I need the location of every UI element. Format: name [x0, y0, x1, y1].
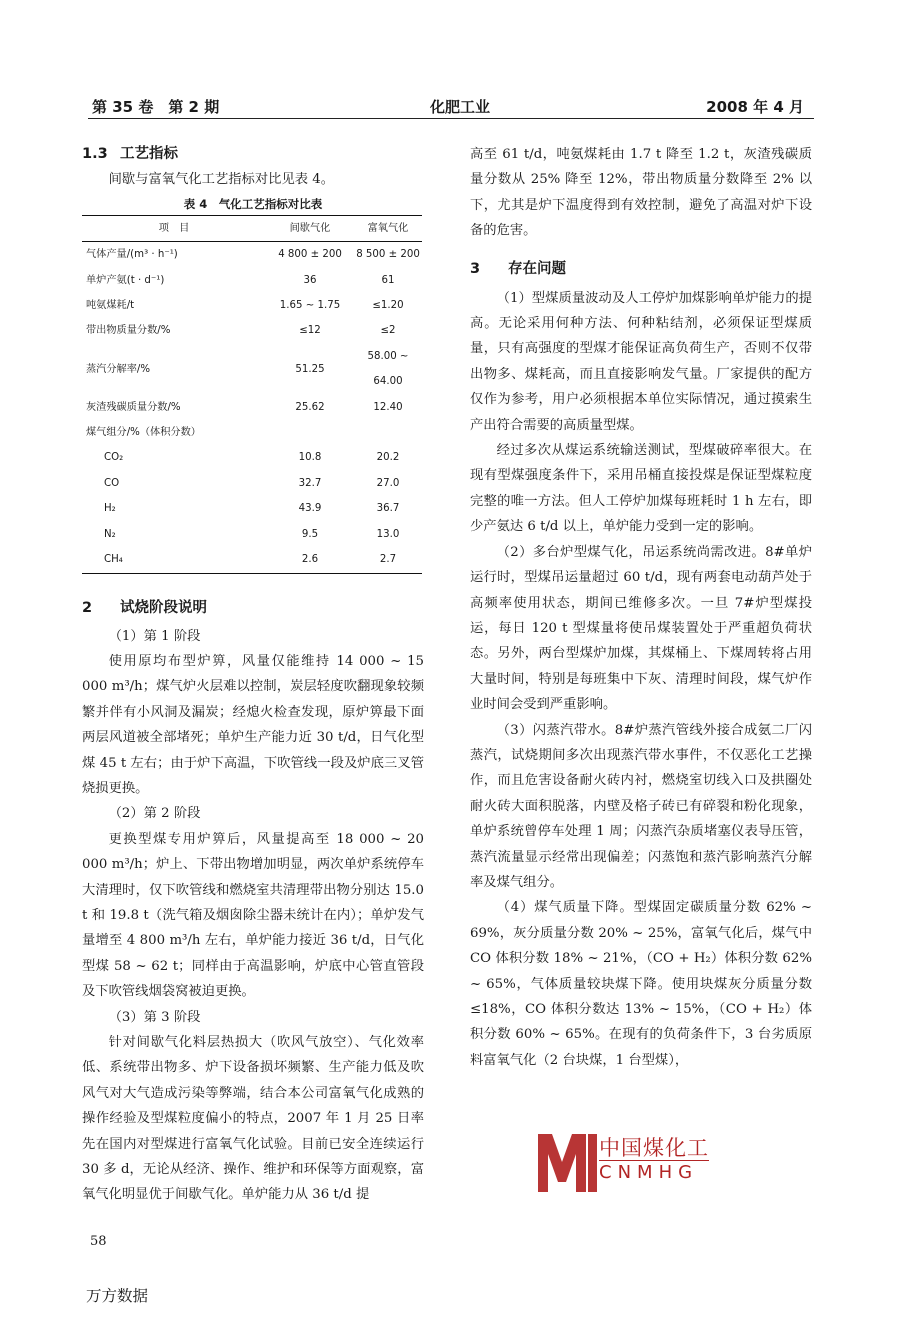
stage-1-title: （1）第 1 阶段	[108, 628, 201, 644]
stage-2-body: 更换型煤专用炉箅后，风量提高至 18 000 ~ 20 000 m³/h；炉上、下带出物增加明显，两次单炉系统停车大清理时，仅下吹管线和燃烧室共清理带出物分别达 15.0 t 和 19.8 t（洗气箱及烟囱除尘器未统计在内）；单炉发气量增至 4 800 m³/h 左右，单炉能力接近 36 t/d，日气化型煤 58 ~ 62 t；同样由于高温影响，炉底中心管直管段及下吹管线烟袋窝被迫更换。	[82, 831, 424, 1000]
problem-4: （4）煤气质量下降。型煤固定碳质量分数 62% ~ 69%，灰分质量分数 20% ~ 25%，富氧气化后，煤气中 CO 体积分数 18% ~ 21%，（CO + H₂）体积分数 62% ~ 65%，气体质量较块煤下降。使用块煤灰分质量分数 ≤18%，CO 体积分数达 13% ~ 15%，（CO + H₂）体积分数 60% ~ 65%。在现有的负荷条件下，3 台劣质原料富氧气化（2 台块煤，1 台型煤），	[470, 900, 812, 1068]
problem-2: （2）多台炉型煤气化，吊运系统尚需改进。8#单炉运行时，型煤吊运量超过 60 t/d，现有两套电动葫芦处于高频率使用状态，期间已维修多次。一旦 7#炉型煤投运，每日 120 t 型煤量将使吊煤装置处于严重超负荷状态。另外，两台型煤炉加煤，其煤桶上、下煤周转将占用大量时间，特别是每班集中下灰、清理时间段，煤气炉作业时间会受到严重影响。	[470, 544, 812, 713]
right-column	[470, 142, 812, 1073]
problem-3: （3）闪蒸汽带水。8#炉蒸汽管线外接合成氨二厂闪蒸汽，试烧期间多次出现蒸汽带水事件，不仅恶化工艺操作，而且危害设备耐火砖内衬，燃烧室切线入口及拱圈处耐火砖大面积脱落，内壁及格子砖已有碎裂和粉化现象，单炉系统曾停车处理 1 周；闪蒸汽杂质堵塞仪表导压管，蒸汽流量显示经常出现偏差；闪蒸饱和蒸汽影响蒸汽分解率及煤气组分。	[470, 722, 812, 890]
table-row: 带出物质量分数/% ≤12 ≤2	[86, 325, 396, 337]
table-row: 蒸汽分解率/% 51.25 58.00 ~ 64.00	[86, 350, 409, 388]
stage-3-body: 针对间歇气化料层热损大（吹风气放空）、气化效率低、系统带出物多、炉下设备损坏频繁、生产能力低及吹风气对大气造成污染等弊端，结合本公司富氧气化成熟的操作经验及型煤粒度偏小的特点，2007 年 1 月 25 日率先在国内对型煤进行富氧气化试验。目前已安全连续运行 30 多 d，无论从经济、操作、维护和环保等方面观察，富氧气化明显优于间歇气化。单炉能力从 36 t/d 提	[82, 1035, 424, 1203]
watermark-en: CNMHG	[599, 1162, 699, 1183]
table-header-oxygen: 富氧气化	[354, 215, 422, 241]
header-journal: 化肥工业	[430, 98, 491, 116]
table-row: 气体产量/(m³ · h⁻¹) 4 800 ± 200 8 500 ± 200	[86, 249, 420, 261]
table-row: H₂ 43.9 36.7	[104, 503, 400, 515]
left-column	[82, 142, 424, 1208]
section-1-3-intro: 间歇与富氧气化工艺指标对比见表 4。	[108, 172, 335, 188]
table-header-item: 项 目	[82, 215, 266, 241]
watermark-mh-icon	[536, 1128, 598, 1194]
watermark-logo	[536, 1128, 816, 1198]
table-row: 煤气组分/%（体积分数）	[86, 427, 201, 439]
section-2-heading: 2 试烧阶段说明	[82, 599, 207, 616]
problem-1: （1）型煤质量波动及人工停炉加煤影响单炉能力的提高。无论采用何种方法、何种粘结剂，必须保证型煤质量，只有高强度的型煤才能保证高负荷生产，否则不仅带出物多、煤耗高，而且直接影响发气量。厂家提供的配方仅作为参考，用户必须根据本单位实际情况，通过摸索生产出符合需要的高质量型煤。	[470, 290, 812, 433]
header-volume: 第 35 卷 第 2 期	[92, 98, 220, 116]
table-header-row	[82, 215, 422, 241]
stage-3-title: （3）第 3 阶段	[108, 1009, 201, 1025]
stage-1-body: 使用原均布型炉箅，风量仅能维持 14 000 ~ 15 000 m³/h；煤气炉火层难以控制，炭层轻度吹翻现象较频繁并伴有小风洞及漏炭；经熄火检查发现，原炉箅最下面两层风道被全部堵死；单炉生产能力近 30 t/d，日气化型煤 45 t 左右；由于炉下高温，下吹管线一段及炉底三叉管烧损更换。	[82, 653, 424, 796]
problem-1-cont: 经过多次从煤运系统输送测试，型煤破碎率很大。在现有型煤强度条件下，采用吊桶直接投煤是保证型煤粒度完整的唯一方法。但人工停炉加煤每班耗时 1 h 左右，即少产氨达 6 t/d 以上，单炉能力受到一定的影响。	[470, 443, 812, 535]
stage-2-title: （2）第 2 阶段	[108, 806, 201, 822]
section-3-heading: 3 存在问题	[470, 260, 566, 277]
running-header	[88, 92, 814, 119]
table-row: N₂ 9.5 13.0	[104, 528, 400, 540]
watermark-cn: 中国煤化工	[599, 1132, 709, 1162]
table-row: 单炉产氨(t · d⁻¹) 36 61	[86, 274, 395, 286]
table-row: CH₄ 2.6 2.7	[82, 547, 422, 573]
section-1-3-heading: 1.3 工艺指标	[82, 146, 178, 162]
watermark-divider	[599, 1160, 709, 1161]
header-date: 2008 年 4 月	[706, 98, 804, 116]
stage-3-continued: 高至 61 t/d，吨氨煤耗由 1.7 t 降至 1.2 t，灰渣残碳质量分数从 25% 降至 12%，带出物质量分数降至 2% 以下，尤其是炉下温度得到有效控制，避免了高温对炉下设备的危害。	[470, 147, 812, 239]
table-4-caption: 表 4 气化工艺指标对比表	[183, 196, 323, 211]
table-row: CO 32.7 27.0	[104, 477, 400, 489]
table-header-intermittent: 间歇气化	[266, 215, 354, 241]
source-label: 万方数据	[86, 1287, 149, 1305]
table-4	[82, 215, 422, 574]
page-number: 58	[90, 1234, 107, 1249]
table-row: 灰渣残碳质量分数/% 25.62 12.40	[86, 401, 403, 413]
table-row: CO₂ 10.8 20.2	[104, 452, 400, 464]
table-row: 吨氨煤耗/t 1.65 ~ 1.75 ≤1.20	[86, 300, 404, 312]
